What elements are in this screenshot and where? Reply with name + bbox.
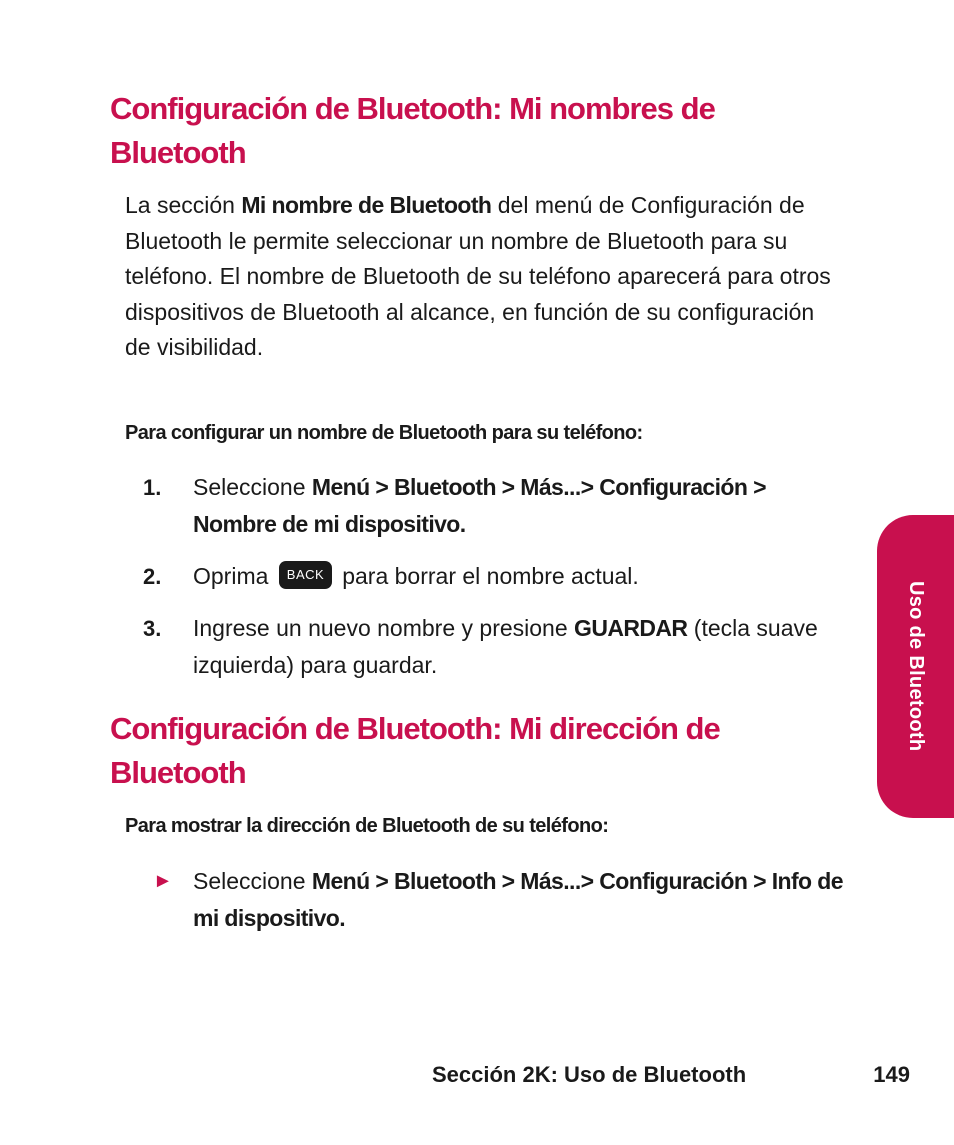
step-3-text-post: (tecla suave izquierda) para guardar.	[193, 615, 818, 678]
step-2-text-post: para borrar el nombre actual.	[342, 563, 639, 589]
step-1-text-pre: Seleccione	[193, 474, 312, 500]
intro-text-pre: La sección	[125, 192, 242, 218]
bullet-step-menu-path: Menú > Bluetooth > Más...> Configuración > Info de mi dispositivo.	[193, 868, 843, 931]
step-1-text	[193, 469, 843, 543]
triangle-bullet-icon: ►	[153, 870, 173, 892]
step-3-save-label: GUARDAR	[574, 615, 688, 641]
page-number: 149	[873, 1062, 910, 1087]
step-3-number: 3.	[143, 616, 162, 641]
bullet-step-text	[193, 863, 843, 937]
intro-text-post: del menú de Configuración de Bluetooth le permite seleccionar un nombre de Bluetooth para su teléfono. El nombre de Bluetooth de su teléfono aparecerá para otros dispositivos de Bluetooth al alcance, en función de su configuración de visibilidad.	[125, 192, 831, 360]
section-title-bluetooth-name: Configuración de Bluetooth: Mi nombres de Bluetooth	[110, 91, 715, 170]
bullet-step-text-pre: Seleccione	[193, 868, 312, 894]
section-title-bluetooth-address: Configuración de Bluetooth: Mi dirección de Bluetooth	[110, 711, 720, 790]
step-1-number: 1.	[143, 475, 162, 500]
step-3-text	[193, 610, 843, 684]
back-key-icon: BACK	[279, 561, 332, 589]
step-1-menu-path: Menú > Bluetooth > Más...> Configuración > Nombre de mi dispositivo.	[193, 474, 766, 537]
step-2-text	[193, 558, 843, 595]
lead-show-address: Para mostrar la dirección de Bluetooth de su teléfono:	[125, 815, 609, 837]
lead-configure-name: Para configurar un nombre de Bluetooth para su teléfono:	[125, 422, 643, 444]
step-2-text-pre: Oprima	[193, 563, 269, 589]
side-tab	[877, 515, 954, 818]
intro-text-bold: Mi nombre de Bluetooth	[241, 192, 492, 218]
footer-section-title: Sección 2K: Uso de Bluetooth	[432, 1062, 747, 1087]
step-3-text-pre: Ingrese un nuevo nombre y presione	[193, 615, 575, 641]
step-2-number: 2.	[143, 564, 162, 589]
side-tab-label: Uso de Bluetooth	[905, 581, 927, 752]
intro-paragraph	[125, 188, 840, 366]
